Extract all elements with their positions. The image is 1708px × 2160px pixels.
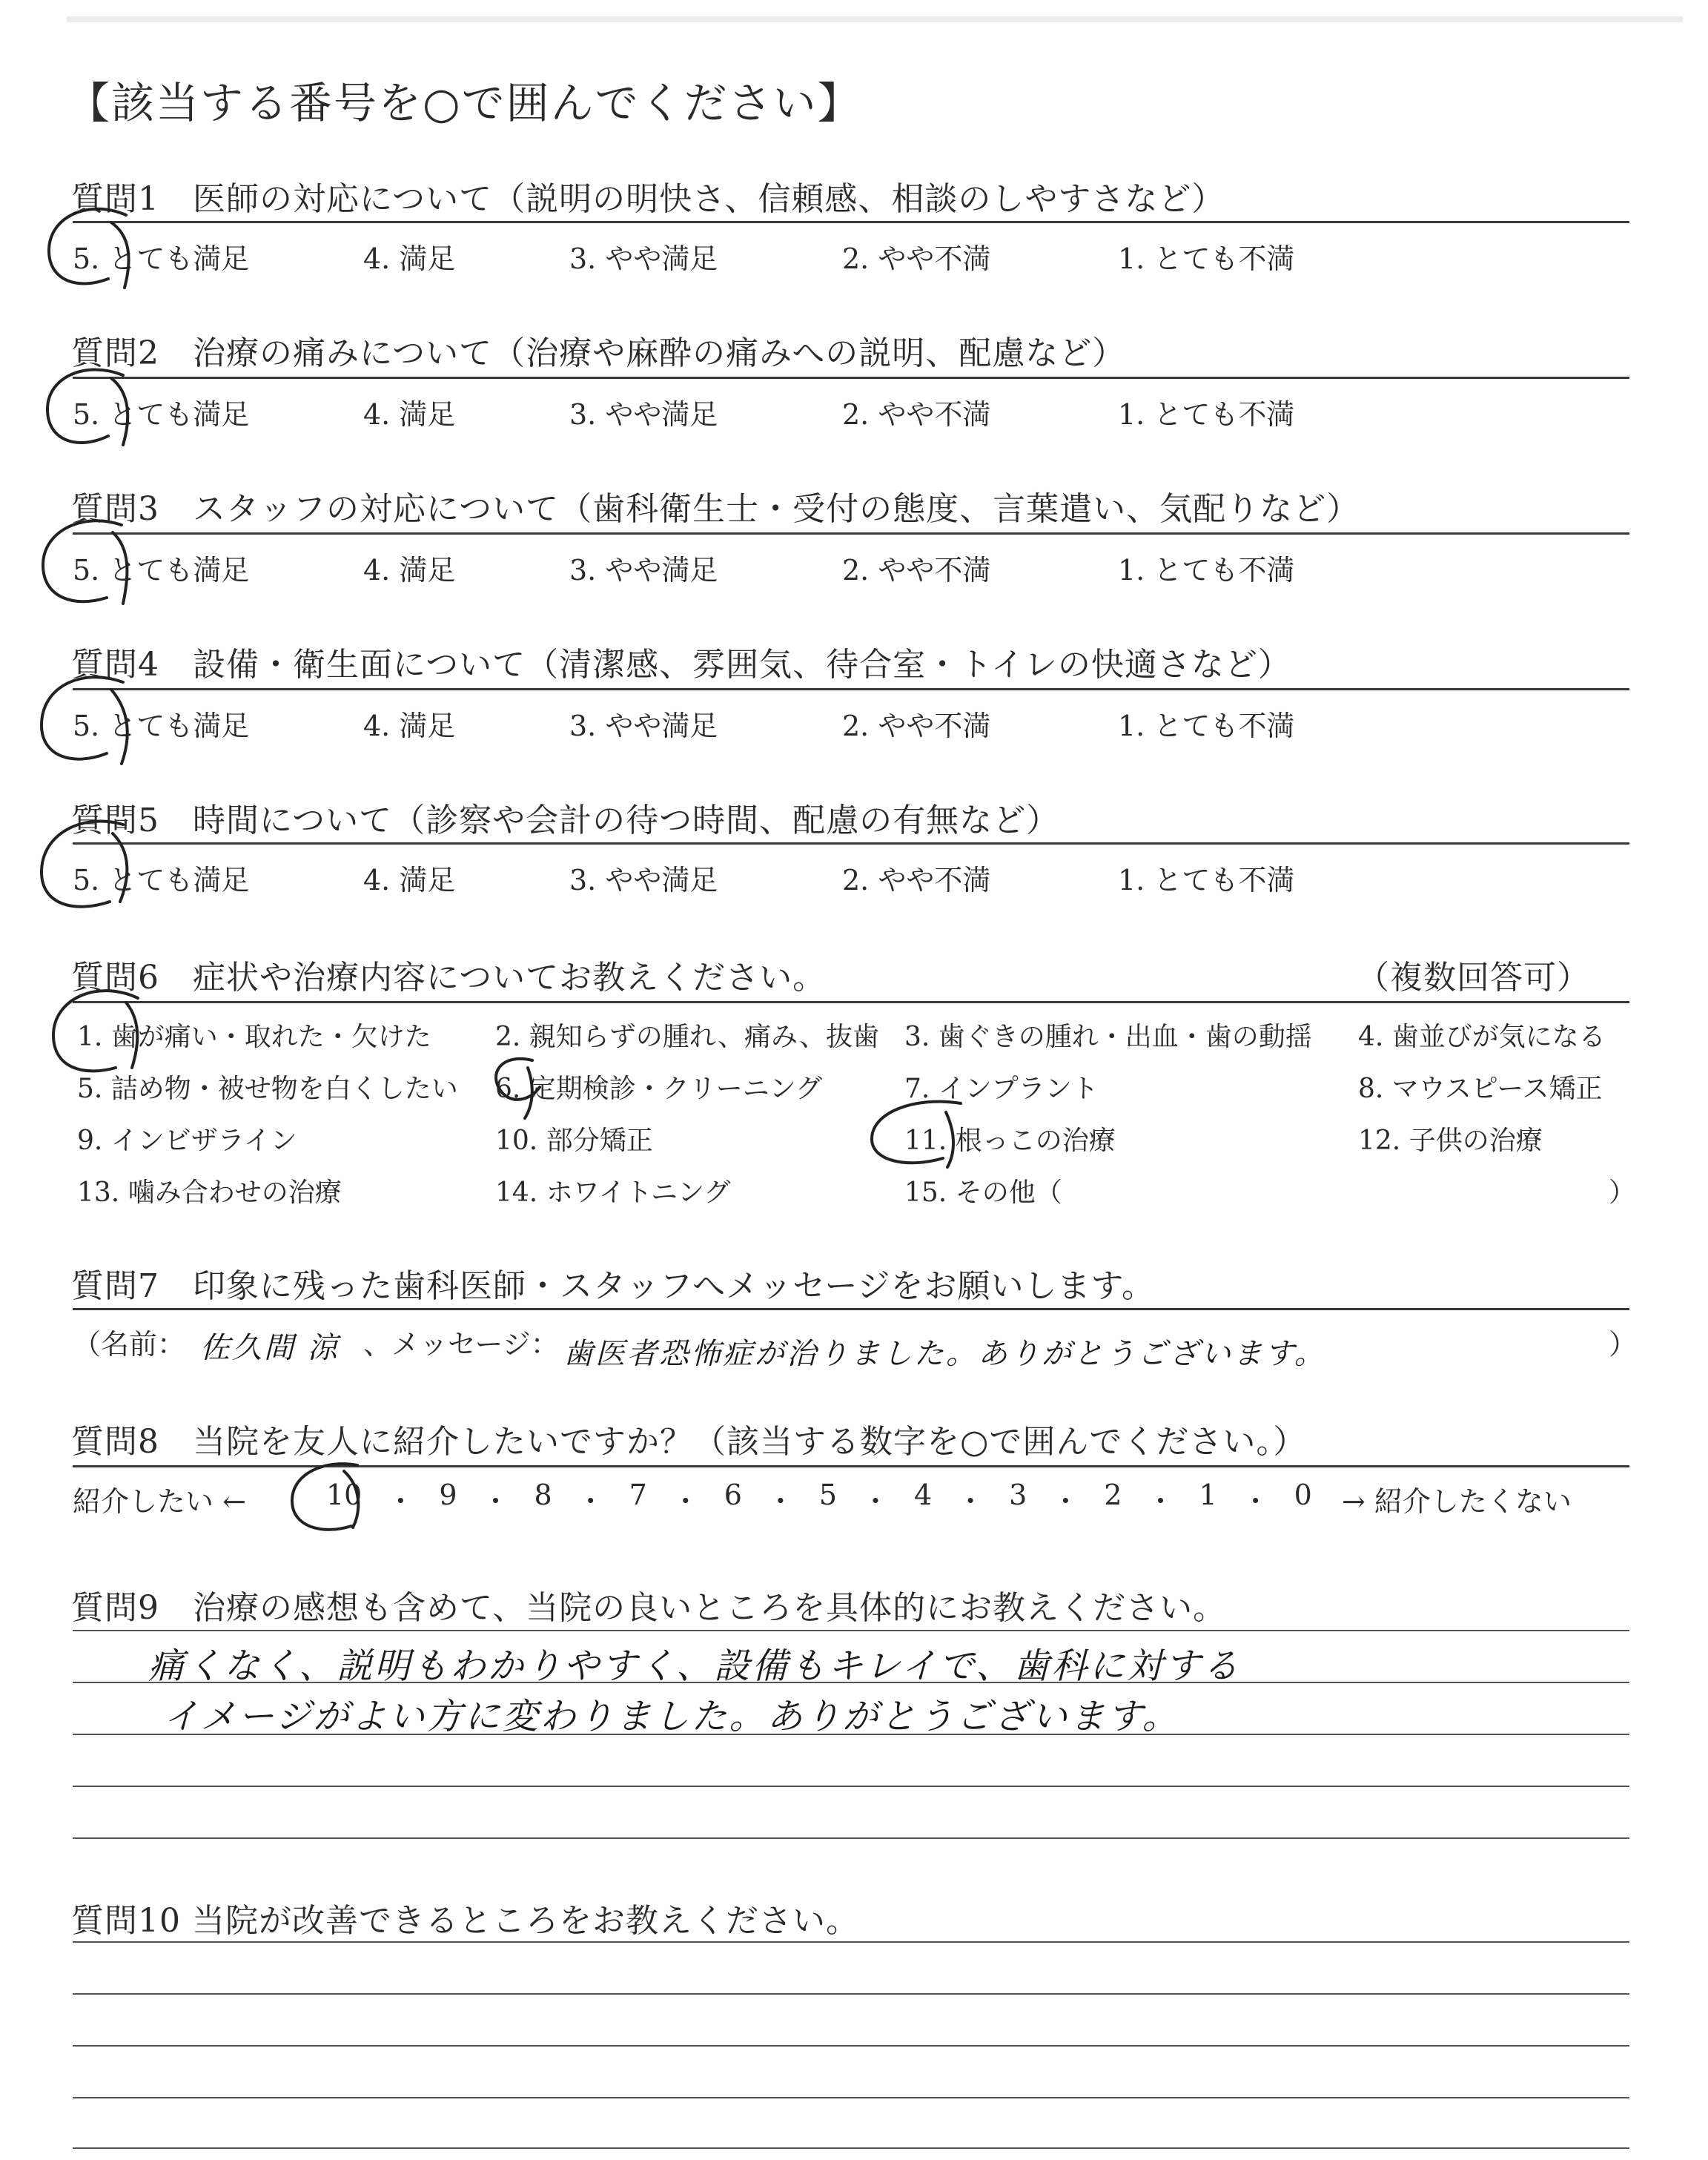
q5-option-1[interactable]: 1. とても不満	[1118, 864, 1295, 896]
q5-option-5[interactable]: 5. とても満足	[73, 864, 250, 896]
q4-option-2[interactable]: 2. やや不満	[842, 710, 991, 742]
q3-option-4[interactable]: 4. 満足	[363, 554, 456, 587]
q9-line-4	[73, 1786, 1629, 1787]
question-8-heading: 質問8 当院を友人に紹介したいですか？（該当する数字を○で囲んでください。）	[71, 1423, 1307, 1461]
q8-scale-number[interactable]: 1	[1199, 1479, 1217, 1511]
q8-left-label: 紹介したい ←	[73, 1485, 246, 1518]
q7-message-value[interactable]: 歯医者恐怖症が治りました。ありがとうございます。	[563, 1337, 1326, 1371]
question-6-rule	[73, 1001, 1629, 1003]
q5-option-3[interactable]: 3. やや満足	[569, 864, 718, 896]
q4-option-1[interactable]: 1. とても不満	[1118, 710, 1295, 742]
q9-answer-line-1[interactable]: 痛くなく、説明もわかりやすく、設備もキレイで、歯科に対する	[148, 1645, 1241, 1687]
q4-option-4[interactable]: 4. 満足	[363, 710, 456, 742]
q6-item-6[interactable]: 6. 定期検診・クリーニング	[495, 1074, 823, 1104]
q8-scale-number[interactable]: 2	[1104, 1479, 1122, 1511]
q8-right-label: → 紹介したくない	[1342, 1485, 1572, 1518]
q1-option-3[interactable]: 3. やや満足	[569, 242, 718, 275]
q6-item-12[interactable]: 12. 子供の治療	[1358, 1126, 1543, 1156]
q8-scale-dot: ・	[576, 1485, 605, 1518]
q10-line-2	[73, 1993, 1629, 1995]
question-2-heading: 質問2 治療の痛みについて（治療や麻酔の痛みへの説明、配慮など）	[71, 334, 1126, 372]
q9-answer-line-2[interactable]: イメージがよい方に変わりました。ありがとうございます。	[163, 1696, 1180, 1737]
q8-scale-number[interactable]: 9	[439, 1479, 457, 1511]
q6-item-13[interactable]: 13. 噛み合わせの治療	[77, 1178, 342, 1208]
q4-option-3[interactable]: 3. やや満足	[569, 710, 718, 742]
question-5-rule	[73, 842, 1629, 845]
q8-scale-number[interactable]: 8	[534, 1479, 552, 1511]
q6-item-9[interactable]: 9. インビザライン	[77, 1126, 297, 1156]
q8-scale-number[interactable]: 5	[818, 1479, 838, 1511]
page-title: 【該当する番号を○で囲んでください】	[67, 78, 862, 128]
q1-option-5[interactable]: 5. とても満足	[73, 242, 250, 275]
q7-name-label: （名前：	[73, 1328, 186, 1361]
question-3-rule	[73, 532, 1629, 535]
question-4-heading: 質問4 設備・衛生面について（清潔感、雰囲気、待合室・トイレの快適さなど）	[71, 646, 1291, 684]
q10-line-5	[73, 2147, 1629, 2149]
q8-scale-number[interactable]: 0	[1294, 1479, 1312, 1511]
q9-line-5	[73, 1837, 1629, 1839]
question-6-note: （複数回答可）	[1357, 959, 1590, 997]
question-5-heading: 質問5 時間について（診察や会計の待つ時間、配慮の有無など）	[71, 802, 1060, 839]
q10-line-3	[73, 2045, 1629, 2047]
q8-scale-number[interactable]: 7	[629, 1479, 647, 1511]
q6-other-close: ）	[1609, 1178, 1636, 1208]
question-8-rule	[73, 1465, 1629, 1467]
q8-scale-dot: ・	[956, 1485, 985, 1518]
question-7-rule	[73, 1308, 1629, 1310]
question-10-heading: 質問10 当院が改善できるところをお教えください。	[71, 1902, 859, 1940]
q8-scale-dot: ・	[386, 1485, 415, 1518]
q3-option-2[interactable]: 2. やや不満	[842, 554, 991, 587]
q8-scale-dot: ・	[1051, 1485, 1080, 1518]
q3-option-3[interactable]: 3. やや満足	[569, 554, 718, 587]
scan-top-edge	[67, 16, 1683, 22]
q6-item-2[interactable]: 2. 親知らずの腫れ、痛み、抜歯	[495, 1022, 880, 1052]
question-2-rule	[73, 377, 1629, 379]
q5-option-2[interactable]: 2. やや不満	[842, 864, 991, 896]
q2-option-3[interactable]: 3. やや満足	[569, 398, 718, 431]
q8-scale-dot: ・	[1146, 1485, 1175, 1518]
q6-item-11[interactable]: 11. 根っこの治療	[904, 1126, 1116, 1156]
q7-message-label: 、メッセージ：	[363, 1328, 559, 1361]
q8-scale-dot: ・	[766, 1485, 795, 1518]
q2-option-1[interactable]: 1. とても不満	[1118, 398, 1295, 431]
question-1-heading: 質問1 医師の対応について（説明の明快さ、信頼感、相談のしやすさなど）	[71, 180, 1225, 218]
question-9-heading: 質問9 治療の感想も含めて、当院の良いところを具体的にお教えください。	[71, 1589, 1227, 1627]
q6-item-5[interactable]: 5. 詰め物・被せ物を白くしたい	[77, 1074, 458, 1104]
q8-scale-dot: ・	[861, 1485, 890, 1518]
question-7-heading: 質問7 印象に残った歯科医師・スタッフへメッセージをお願いします。	[71, 1267, 1155, 1305]
q1-option-2[interactable]: 2. やや不満	[842, 242, 991, 275]
q6-item-14[interactable]: 14. ホワイトニング	[495, 1178, 731, 1208]
question-6-heading: 質問6 症状や治療内容についてお教えください。	[71, 959, 827, 997]
q6-item-8[interactable]: 8. マウスピース矯正	[1358, 1074, 1603, 1104]
q6-item-10[interactable]: 10. 部分矯正	[495, 1126, 653, 1156]
question-1-rule	[73, 221, 1629, 223]
question-4-rule	[73, 688, 1629, 690]
q8-scale-dot: ・	[1241, 1485, 1270, 1518]
q1-option-4[interactable]: 4. 満足	[363, 242, 456, 275]
q8-scale	[326, 1479, 1312, 1516]
q10-line-4	[73, 2097, 1629, 2098]
q8-scale-dot: ・	[481, 1485, 510, 1518]
q3-option-5[interactable]: 5. とても満足	[73, 554, 250, 587]
q2-option-2[interactable]: 2. やや不満	[842, 398, 991, 431]
q8-scale-number[interactable]: 4	[914, 1479, 933, 1511]
q6-item-1[interactable]: 1. 歯が痛い・取れた・欠けた	[77, 1022, 431, 1052]
q8-scale-number[interactable]: 10	[326, 1479, 363, 1511]
q2-option-4[interactable]: 4. 満足	[363, 398, 456, 431]
q6-item-4[interactable]: 4. 歯並びが気になる	[1358, 1022, 1606, 1052]
q5-option-4[interactable]: 4. 満足	[363, 864, 456, 896]
q7-name-value[interactable]: 佐久間 涼	[200, 1331, 340, 1365]
q6-item-7[interactable]: 7. インプラント	[904, 1074, 1099, 1104]
q2-option-5[interactable]: 5. とても満足	[73, 398, 250, 431]
q8-scale-number[interactable]: 3	[1009, 1479, 1027, 1511]
question-3-heading: 質問3 スタッフの対応について（歯科衛生士・受付の態度、言葉遣い、気配りなど）	[71, 490, 1360, 528]
q6-item-3[interactable]: 3. 歯ぐきの腫れ・出血・歯の動揺	[904, 1022, 1312, 1052]
q3-option-1[interactable]: 1. とても不満	[1118, 554, 1295, 587]
q1-option-1[interactable]: 1. とても不満	[1118, 242, 1295, 275]
q4-option-5[interactable]: 5. とても満足	[73, 710, 250, 742]
q6-item-15[interactable]: 15. その他（	[904, 1178, 1062, 1208]
q8-scale-number[interactable]: 6	[724, 1479, 742, 1511]
q8-scale-dot: ・	[671, 1485, 700, 1518]
q9-line-1	[73, 1630, 1629, 1631]
q10-line-1	[73, 1941, 1629, 1943]
q7-close: ）	[1609, 1328, 1638, 1361]
